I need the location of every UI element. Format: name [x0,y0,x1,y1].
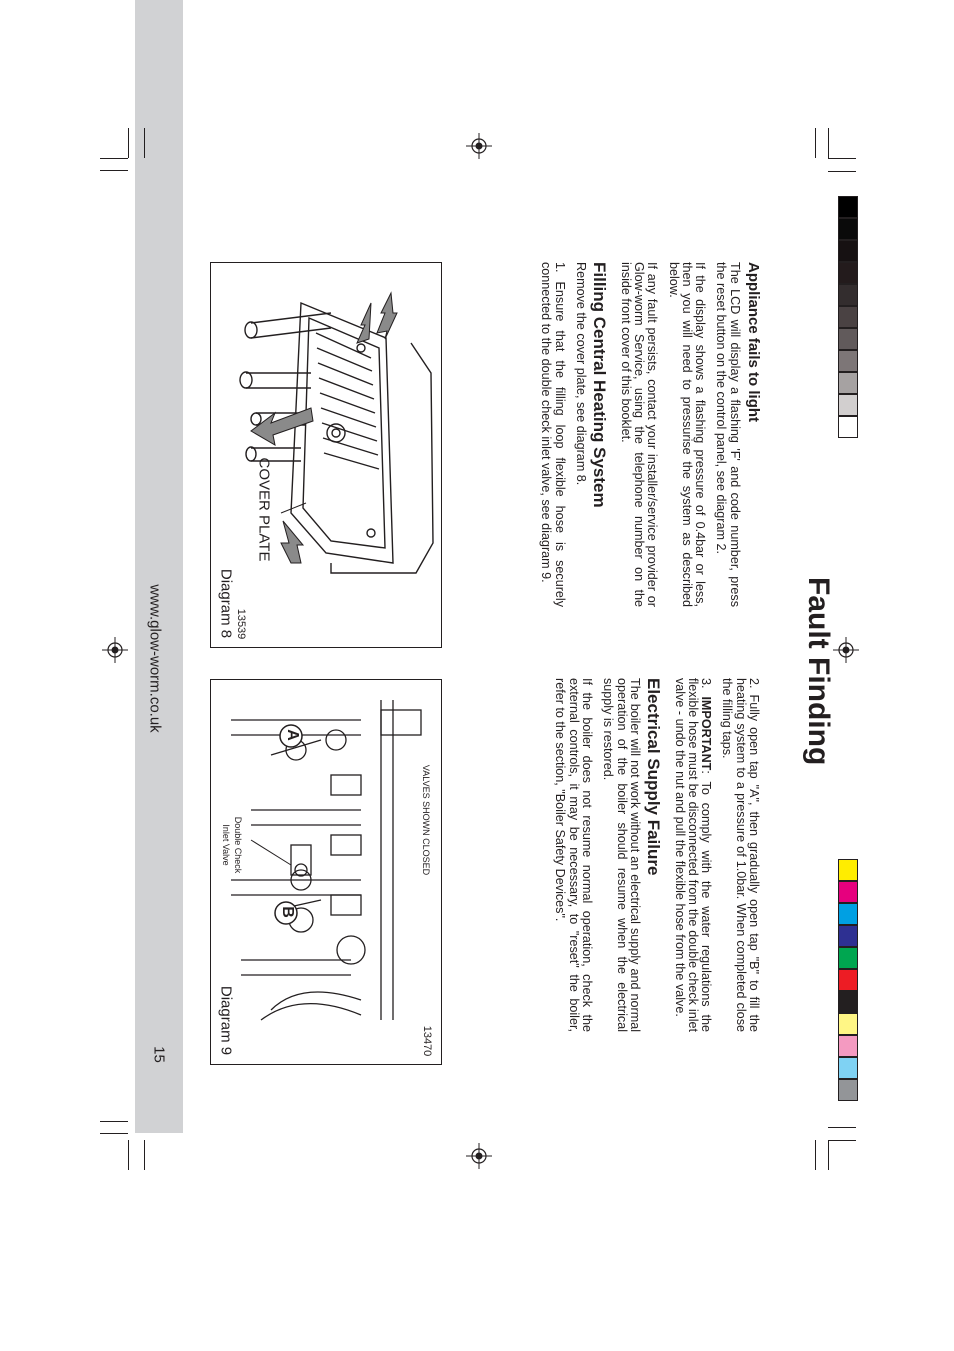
registration-mark-icon [102,637,128,663]
color-swatch [838,218,858,240]
registration-mark-icon [466,133,492,159]
diagram-8-ref-number: 13539 [235,608,247,640]
color-swatch [838,1035,858,1057]
color-swatch [838,350,858,372]
color-swatch [838,416,858,438]
heading-filling-system: Filling Central Heating System [590,262,610,508]
diagram-9-caption: Diagram 9 [217,985,235,1056]
paragraph: Remove the cover plate, see diagram 8. [574,262,589,486]
color-swatch [838,1013,858,1035]
color-swatch [838,1057,858,1079]
left-column [531,262,760,607]
paragraph-important: 3. IMPORTANT: To comply with the water regulations the flexible hose must be disconnected from the double check inlet valve - undo the nut and pull the flexible hose from the valve. [672,678,714,1033]
important-label: IMPORTANT [699,696,714,771]
color-swatch [838,372,858,394]
registration-mark-icon [466,1143,492,1169]
color-swatch [838,196,858,218]
color-swatch [838,306,858,328]
color-swatch [838,240,858,262]
tap-b-label: B [279,906,296,918]
valves-closed-header: VALVES SHOWN CLOSED [421,764,431,876]
color-swatch [838,969,858,991]
heading-electrical-failure: Electrical Supply Failure [644,678,664,876]
color-swatch [838,328,858,350]
double-check-label-line1: Double Check [233,816,243,874]
color-swatch [838,284,858,306]
website-url: www.glow-worm.co.uk [146,584,164,733]
paragraph: If any fault persists, contact your installer/service provider or Glow-worm Service, using the telephone number on the inside front cover of this booklet. [618,262,660,607]
cover-plate-illustration [211,263,440,646]
double-check-label-line2: Inlet Valve [221,824,231,866]
paragraph: The LCD will display a flashing 'F' and code number, press the reset button on the control panel, see diagram 2. [714,262,742,607]
heading-fails-to-light: Appliance fails to light [745,262,762,423]
paragraph: The boiler will not work without an electrical supply and normal operation of the boiler should resume when the electrical supply is restored. [601,678,642,1032]
rotated-content [450,262,835,1033]
color-swatch [838,947,858,969]
page-number: 15 [150,1046,168,1063]
color-swatch [838,903,858,925]
paragraph: If the display shows a flashing pressure of 0.4bar or less, then you will need to pressurise the system as described below. [666,262,708,607]
diagram-9-ref-number: 13470 [421,1025,433,1057]
paragraph: If the boiler does not resume normal operation, check the external controls, it may be necessary, to "reset" the boiler, refer to the section, "Boiler Safety Devices". [553,678,595,1032]
diagram-9 [210,679,442,1065]
color-swatch [838,881,858,903]
color-swatch [838,394,858,416]
cover-plate-label: COVER PLATE [255,457,273,562]
tap-a-label: A [284,729,301,741]
right-column [545,678,760,1032]
color-swatch [838,262,858,284]
diagram-8 [210,262,442,648]
diagram-8-caption: Diagram 8 [217,568,235,639]
color-swatch [838,1079,858,1101]
color-swatch [838,925,858,947]
registration-mark-icon [833,637,859,663]
color-swatch [838,859,858,881]
page-title: Fault Finding [802,577,835,766]
color-swatch [838,991,858,1013]
paragraph: 2. Fully open tap "A", then gradually open tap "B" to fill the heating system to a pressure of 1.0bar. When completed close the filling taps. [720,678,761,1032]
paragraph: 1. Ensure that the filling loop flexible hose is securely connected to the double check inlet valve, see diagram 9. [539,262,567,607]
valves-illustration [211,680,440,1063]
